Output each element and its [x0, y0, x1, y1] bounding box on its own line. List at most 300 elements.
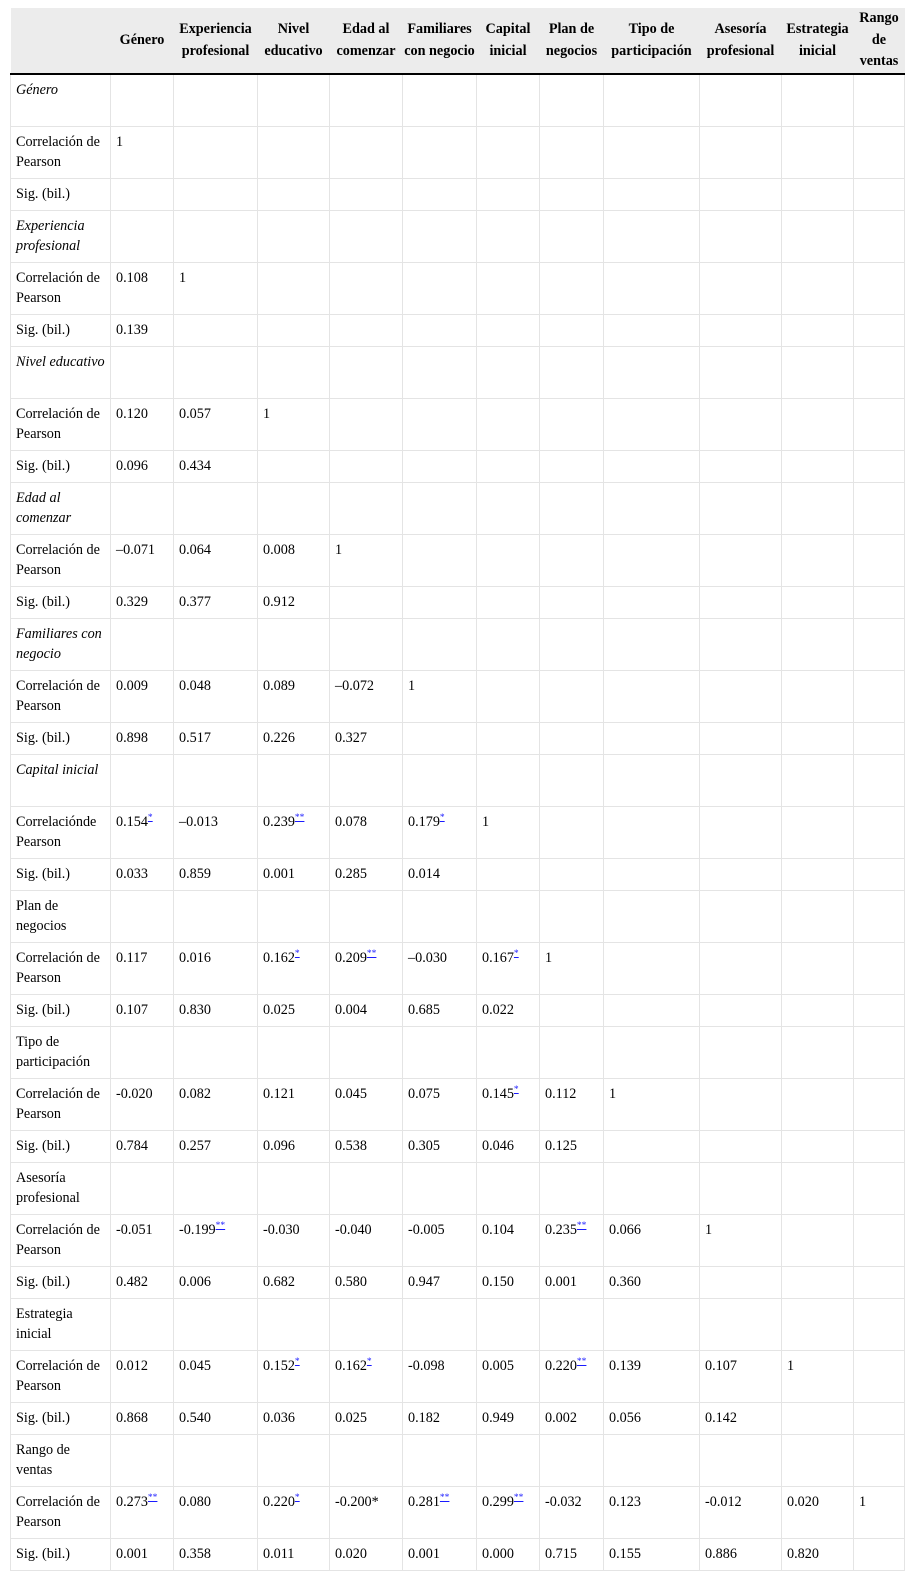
footnote-link[interactable]: ** [439, 1493, 450, 1503]
cell-value: 0.104 [482, 1222, 514, 1238]
section-label: Capital inicial [11, 755, 111, 807]
cell-value: 0.057 [179, 406, 211, 422]
row-label: Sig. (bil.) [11, 315, 111, 347]
value-cell [111, 1539, 174, 1571]
cell-value: 0.096 [116, 458, 148, 474]
empty-cell [403, 1299, 477, 1351]
value-cell [782, 127, 854, 179]
value-cell [330, 723, 403, 755]
cell-value: 0.112 [545, 1086, 577, 1102]
cell-value: –0.013 [179, 814, 219, 830]
value-cell [782, 179, 854, 211]
empty-cell [174, 1027, 258, 1079]
empty-cell [782, 1435, 854, 1487]
value-cell [854, 1131, 905, 1163]
empty-cell [782, 755, 854, 807]
value-cell [782, 263, 854, 315]
value-cell [782, 859, 854, 891]
cell-value: 0.327 [335, 730, 367, 746]
value-cell [700, 315, 782, 347]
cell-value: 0.006 [179, 1274, 211, 1290]
cell-value: 0.155 [609, 1546, 641, 1562]
empty-cell [403, 1163, 477, 1215]
empty-cell [111, 619, 174, 671]
value-cell [403, 263, 477, 315]
value-cell [403, 1539, 477, 1571]
empty-cell [330, 74, 403, 127]
empty-cell [258, 347, 330, 399]
footnote-link[interactable]: ** [147, 1493, 158, 1503]
value-cell [174, 1079, 258, 1131]
cell-value: -0.005 [408, 1222, 445, 1238]
cell-value: 0.012 [116, 1358, 148, 1374]
cell-value: 0.285 [335, 866, 367, 882]
value-cell [854, 1079, 905, 1131]
footnote-link[interactable]: * [294, 949, 300, 959]
empty-cell [854, 891, 905, 943]
value-cell [604, 1131, 700, 1163]
empty-cell [111, 1163, 174, 1215]
value-cell [403, 399, 477, 451]
cell-value: -0.051 [116, 1222, 153, 1238]
value-cell [540, 943, 604, 995]
value-cell [604, 1079, 700, 1131]
value-cell [330, 535, 403, 587]
cell-value: 1 [335, 542, 343, 558]
cell-value: 1 [705, 1222, 713, 1238]
row-label: Correlación de Pearson [11, 1487, 111, 1539]
row-label: Correlación de Pearson [11, 535, 111, 587]
value-cell [330, 587, 403, 619]
value-cell [604, 1267, 700, 1299]
value-cell [330, 1351, 403, 1403]
value-cell [700, 859, 782, 891]
empty-cell [782, 619, 854, 671]
empty-cell [604, 619, 700, 671]
value-cell [403, 587, 477, 619]
empty-cell [782, 891, 854, 943]
cell-value: 0.020 [335, 1546, 367, 1562]
empty-cell [700, 755, 782, 807]
cell-value: 0.075 [408, 1086, 440, 1102]
value-cell [174, 1403, 258, 1435]
footnote-link[interactable]: ** [576, 1357, 587, 1367]
value-cell [477, 179, 540, 211]
correlation-row [11, 943, 905, 995]
value-cell [111, 587, 174, 619]
cell-value: -0.030 [263, 1222, 300, 1238]
correlation-row [11, 1215, 905, 1267]
value-cell [111, 723, 174, 755]
value-cell [174, 1131, 258, 1163]
value-cell [604, 127, 700, 179]
value-cell [477, 451, 540, 483]
correlation-table [10, 8, 905, 1571]
value-cell [782, 399, 854, 451]
value-cell [854, 995, 905, 1027]
header-corner [11, 8, 111, 74]
empty-cell [604, 891, 700, 943]
empty-cell [700, 347, 782, 399]
row-label: Correlación de Pearson [11, 263, 111, 315]
value-cell [330, 671, 403, 723]
empty-cell [540, 755, 604, 807]
value-cell [330, 859, 403, 891]
value-cell [540, 723, 604, 755]
cell-value: 0.162 [335, 1358, 367, 1374]
empty-cell [258, 891, 330, 943]
cell-value: 0.682 [263, 1274, 295, 1290]
value-cell [258, 723, 330, 755]
row-label: Sig. (bil.) [11, 179, 111, 211]
cell-value: -0.200* [335, 1494, 379, 1510]
section-row [11, 1299, 905, 1351]
cell-value: 0.859 [179, 866, 211, 882]
value-cell [540, 1131, 604, 1163]
value-cell [700, 723, 782, 755]
footnote-link[interactable]: * [439, 813, 445, 823]
empty-cell [330, 1299, 403, 1351]
cell-value: 0.886 [705, 1546, 737, 1562]
empty-cell [604, 1027, 700, 1079]
footnote-link[interactable]: * [366, 1357, 372, 1367]
cell-value: –0.071 [116, 542, 156, 558]
value-cell [111, 859, 174, 891]
header-row [11, 8, 905, 74]
value-cell [782, 807, 854, 859]
cell-value: -0.199 [179, 1222, 216, 1238]
cell-value: 0.001 [263, 866, 295, 882]
empty-cell [477, 1299, 540, 1351]
row-label: Correlación de Pearson [11, 1215, 111, 1267]
empty-cell [258, 483, 330, 535]
empty-cell [782, 1299, 854, 1351]
value-cell [403, 859, 477, 891]
value-cell [782, 315, 854, 347]
value-cell [604, 1215, 700, 1267]
cell-value: 0.117 [116, 950, 148, 966]
value-cell [174, 127, 258, 179]
value-cell [854, 943, 905, 995]
cell-value: 1 [263, 406, 271, 422]
footnote-link[interactable]: * [147, 813, 153, 823]
empty-cell [854, 347, 905, 399]
value-cell [604, 723, 700, 755]
empty-cell [403, 211, 477, 263]
row-label: Sig. (bil.) [11, 1267, 111, 1299]
row-label: Sig. (bil.) [11, 1539, 111, 1571]
value-cell [174, 179, 258, 211]
value-cell [477, 1079, 540, 1131]
empty-cell [330, 347, 403, 399]
cell-value: -0.032 [545, 1494, 582, 1510]
value-cell [477, 1131, 540, 1163]
cell-value: 0.912 [263, 594, 295, 610]
column-header: Asesoría profesional [700, 8, 782, 74]
value-cell [403, 807, 477, 859]
value-cell [540, 1267, 604, 1299]
value-cell [782, 1539, 854, 1571]
empty-cell [111, 1435, 174, 1487]
value-cell [477, 127, 540, 179]
value-cell [700, 263, 782, 315]
value-cell [854, 859, 905, 891]
value-cell [174, 859, 258, 891]
value-cell [258, 179, 330, 211]
value-cell [403, 1487, 477, 1539]
value-cell [604, 179, 700, 211]
section-label: Experiencia profesional [11, 211, 111, 263]
footnote-link[interactable]: ** [513, 1493, 524, 1503]
section-row [11, 1435, 905, 1487]
value-cell [258, 807, 330, 859]
value-cell [540, 399, 604, 451]
value-cell [330, 1487, 403, 1539]
empty-cell [854, 755, 905, 807]
value-cell [258, 995, 330, 1027]
cell-value: 0.685 [408, 1002, 440, 1018]
value-cell [111, 1403, 174, 1435]
value-cell [403, 1267, 477, 1299]
value-cell [604, 807, 700, 859]
empty-cell [111, 1027, 174, 1079]
cell-value: 0.014 [408, 866, 440, 882]
value-cell [330, 943, 403, 995]
value-cell [403, 1351, 477, 1403]
footnote-link[interactable]: * [294, 1493, 300, 1503]
section-row [11, 755, 905, 807]
empty-cell [540, 891, 604, 943]
cell-value: 0.377 [179, 594, 211, 610]
section-row [11, 1163, 905, 1215]
cell-value: 0.220 [263, 1494, 295, 1510]
value-cell [854, 807, 905, 859]
empty-cell [854, 211, 905, 263]
value-cell [258, 587, 330, 619]
value-cell [854, 1539, 905, 1571]
value-cell [403, 1079, 477, 1131]
section-row [11, 891, 905, 943]
value-cell [604, 1487, 700, 1539]
empty-cell [477, 1435, 540, 1487]
cell-value: -0.040 [335, 1222, 372, 1238]
empty-cell [854, 619, 905, 671]
empty-cell [604, 483, 700, 535]
empty-cell [330, 1027, 403, 1079]
section-row [11, 483, 905, 535]
cell-value: 0.226 [263, 730, 295, 746]
empty-cell [604, 1435, 700, 1487]
empty-cell [854, 1163, 905, 1215]
column-header: Tipo de participación [604, 8, 700, 74]
value-cell [540, 1487, 604, 1539]
value-cell [111, 943, 174, 995]
significance-row [11, 315, 905, 347]
value-cell [700, 995, 782, 1027]
empty-cell [111, 891, 174, 943]
value-cell [174, 315, 258, 347]
significance-row [11, 995, 905, 1027]
cell-value: 0.125 [545, 1138, 577, 1154]
empty-cell [174, 891, 258, 943]
value-cell [604, 1539, 700, 1571]
value-cell [700, 127, 782, 179]
empty-cell [700, 891, 782, 943]
empty-cell [700, 74, 782, 127]
cell-value: 0.820 [787, 1546, 819, 1562]
value-cell [782, 1131, 854, 1163]
column-header: Edad al comenzar [330, 8, 403, 74]
cell-value: 0.281 [408, 1494, 440, 1510]
cell-value: 0.080 [179, 1494, 211, 1510]
empty-cell [477, 891, 540, 943]
footnote-link[interactable]: ** [294, 813, 305, 823]
cell-value: 0.121 [263, 1086, 295, 1102]
cell-value: 0.182 [408, 1410, 440, 1426]
significance-row [11, 179, 905, 211]
empty-cell [700, 483, 782, 535]
cell-value: –0.030 [408, 950, 448, 966]
row-label: Correlación de Pearson [11, 1079, 111, 1131]
empty-cell [330, 1163, 403, 1215]
empty-cell [540, 1435, 604, 1487]
value-cell [477, 1267, 540, 1299]
value-cell [403, 943, 477, 995]
value-cell [258, 1131, 330, 1163]
empty-cell [477, 619, 540, 671]
cell-value: 0.538 [335, 1138, 367, 1154]
value-cell [477, 1215, 540, 1267]
empty-cell [700, 1435, 782, 1487]
value-cell [854, 451, 905, 483]
empty-cell [604, 755, 700, 807]
significance-row [11, 587, 905, 619]
empty-cell [477, 347, 540, 399]
value-cell [111, 1079, 174, 1131]
value-cell [540, 807, 604, 859]
value-cell [700, 807, 782, 859]
value-cell [258, 859, 330, 891]
value-cell [258, 127, 330, 179]
value-cell [174, 1539, 258, 1571]
empty-cell [477, 1027, 540, 1079]
empty-cell [403, 1435, 477, 1487]
cell-value: 0.580 [335, 1274, 367, 1290]
value-cell [403, 1215, 477, 1267]
empty-cell [700, 1163, 782, 1215]
value-cell [330, 807, 403, 859]
cell-value: 0.162 [263, 950, 295, 966]
value-cell [604, 1403, 700, 1435]
value-cell [258, 315, 330, 347]
cell-value: 0.036 [263, 1410, 295, 1426]
empty-cell [604, 347, 700, 399]
empty-cell [330, 891, 403, 943]
footnote-link[interactable]: ** [366, 949, 377, 959]
empty-cell [403, 1027, 477, 1079]
cell-value: 1 [482, 814, 490, 830]
cell-value: 0.220 [545, 1358, 577, 1374]
value-cell [111, 263, 174, 315]
value-cell [477, 1403, 540, 1435]
value-cell [403, 723, 477, 755]
correlation-row [11, 1351, 905, 1403]
value-cell [854, 179, 905, 211]
cell-value: 0.150 [482, 1274, 514, 1290]
value-cell [782, 1403, 854, 1435]
cell-value: 0.066 [609, 1222, 641, 1238]
row-label: Sig. (bil.) [11, 995, 111, 1027]
value-cell [540, 1215, 604, 1267]
value-cell [477, 995, 540, 1027]
correlation-row [11, 807, 905, 859]
value-cell [111, 995, 174, 1027]
column-header: Plan de negocios [540, 8, 604, 74]
value-cell [782, 1267, 854, 1299]
cell-value: 0.022 [482, 1002, 514, 1018]
empty-cell [700, 1027, 782, 1079]
section-label: Tipo de participación [11, 1027, 111, 1079]
value-cell [174, 671, 258, 723]
cell-value: 0.025 [263, 1002, 295, 1018]
footnote-link[interactable]: ** [576, 1221, 587, 1231]
value-cell [700, 1267, 782, 1299]
section-row [11, 211, 905, 263]
value-cell [782, 535, 854, 587]
empty-cell [330, 1435, 403, 1487]
value-cell [540, 535, 604, 587]
section-row [11, 619, 905, 671]
row-label: Sig. (bil.) [11, 587, 111, 619]
value-cell [854, 671, 905, 723]
value-cell [477, 315, 540, 347]
section-label: Plan de negocios [11, 891, 111, 943]
cell-value: 1 [116, 134, 124, 150]
footnote-link[interactable]: * [294, 1357, 300, 1367]
value-cell [854, 263, 905, 315]
value-cell [604, 1351, 700, 1403]
cell-value: 0.045 [179, 1358, 211, 1374]
empty-cell [540, 347, 604, 399]
value-cell [477, 859, 540, 891]
column-header: Capital inicial [477, 8, 540, 74]
value-cell [330, 995, 403, 1027]
cell-value: -0.098 [408, 1358, 445, 1374]
footnote-link[interactable]: ** [215, 1221, 226, 1231]
value-cell [540, 1079, 604, 1131]
footnote-link[interactable]: * [513, 1085, 519, 1095]
footnote-link[interactable]: * [513, 949, 519, 959]
value-cell [700, 535, 782, 587]
significance-row [11, 859, 905, 891]
value-cell [477, 399, 540, 451]
correlation-row [11, 535, 905, 587]
value-cell [258, 1539, 330, 1571]
value-cell [604, 995, 700, 1027]
cell-value: -0.012 [705, 1494, 742, 1510]
correlation-row [11, 263, 905, 315]
cell-value: 0.108 [116, 270, 148, 286]
correlation-row [11, 671, 905, 723]
value-cell [700, 1131, 782, 1163]
value-cell [174, 943, 258, 995]
cell-value: 0.305 [408, 1138, 440, 1154]
cell-value: 0.089 [263, 678, 295, 694]
value-cell [111, 315, 174, 347]
value-cell [854, 1267, 905, 1299]
value-cell [604, 263, 700, 315]
value-cell [330, 451, 403, 483]
